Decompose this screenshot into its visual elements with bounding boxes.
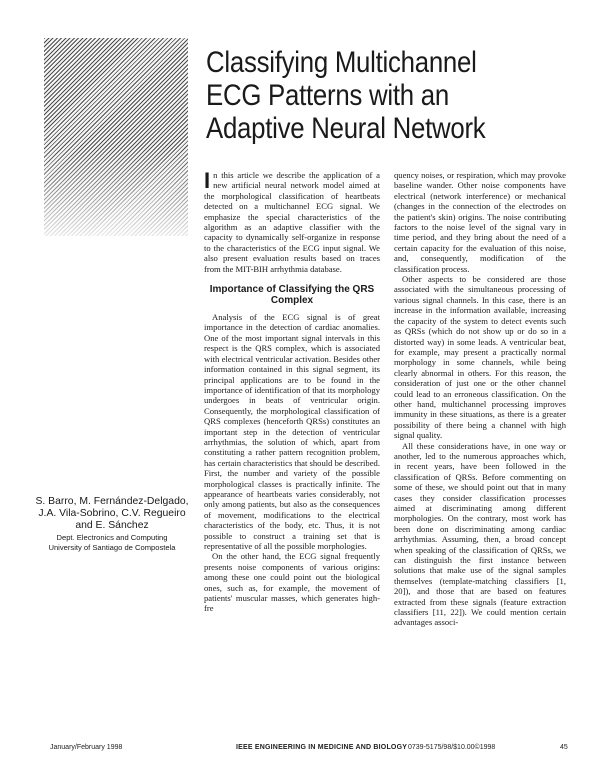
- drop-cap: I: [204, 168, 211, 193]
- col2-paragraph-3: All these considerations have, in one way or another, led to the numerous approaches which, in recent years, have been followed in the classification of QRSs. Before commenting on some of these, we should point out that in many cases they consider classification processes aimed at discriminating among different morphologies. On the contrary, most work has been done on discriminating among cardiac arrhythmias. Assuming, then, a broad concept when speaking of the classification of QRSs, we can distinguish the first instance between solutions that make use of the signal samples themselves (template-matching classifiers [1, 20]), and those that are based on features extracted from these signals (feature extraction classifiers [11, 22]). We could mention certain advantages associ-: [394, 440, 566, 628]
- column-2: [394, 170, 566, 628]
- col2-paragraph-1: quency noises, or respiration, which may provoke baseline wander. Other noise components have electrical (network interference) or mechanical (changes in the connection of the electrodes on the patient's skin) origins. The noise contributing factors to the noise level of the signal vary in time period, and they bring about the need of a certain capacity for the evaluation of this noise, and, consequently, modification of the classification process.: [394, 170, 566, 274]
- intro-text: n this article we describe the application of a new artificial neural network model aimed at the morphological classification of heartbeats detected on a multichannel ECG signal. We emphasize the special characteristics of the algorithm as an adaptive classifier with the capacity to dynamically self-organize in response to the characteristics of the ECG input signal. We also present evaluation results based on traces from the MIT-BIH arrhythmia database.: [204, 170, 380, 274]
- footer-code: 0739-5175/98/$10.00©1998: [408, 744, 496, 751]
- article-title: Classifying Multichannel ECG Patterns with an Adaptive Neural Network: [206, 46, 486, 145]
- affiliation-university: University of Santiago de Compostela: [48, 543, 176, 552]
- intro-paragraph: [204, 170, 380, 274]
- column-1: [204, 170, 380, 614]
- col1-paragraph-2: On the other hand, the ECG signal frequently presents noise components of various origins: among these one could point out the biological ones, such as, for example, the movement of patients' muscular masses, which generates high-fre: [204, 551, 380, 614]
- footer-date: January/February 1998: [50, 744, 123, 751]
- page-number: 45: [560, 744, 568, 751]
- decorative-hatched-graphic: [44, 38, 188, 236]
- affiliation-department: Dept. Electronics and Computing: [56, 533, 168, 542]
- author-block: [30, 496, 194, 552]
- footer-journal: IEEE ENGINEERING IN MEDICINE AND BIOLOGY: [236, 744, 408, 751]
- col1-paragraph-1: Analysis of the ECG signal is of great importance in the detection of cardiac anomalies. One of the most important signal intervals in this respect is the QRS complex, which is associated with electrical ventricular activation. Besides other information contained in this signal segment, its principal applications are to be found in the importance of identification of that its morphology undergoes in beats of ventricular origin. Consequently, the morphological classification of QRS complexes (henceforth QRSs) constitutes an important step in the detection of ventricular arrhythmias, the solution of which, apart from constituting a rather pattern recognition problem, has certain characteristics that should be described. First, the number and variety of the possible morphological classes is practically infinite. The appearance of heartbeats varies considerably, not only among patients, but also as the consequences of movement, modifications to the electrical characteristics of the body, etc. Thus, it is not possible to construct a training set that is representative of all the possible morphologies.: [204, 312, 380, 551]
- author-names: S. Barro, M. Fernández-Delgado, J.A. Vila-Sobrino, C.V. Regueiro and E. Sánchez: [35, 496, 189, 531]
- col2-paragraph-2: Other aspects to be considered are those associated with the simultaneous processing of various signal channels. In this case, there is an increase in the information available, increasing the capacity of the system to detect events such as QRSs (which do not show up or do so in a distorted way) in some leads. A ventricular beat, for example, may present a practically normal morphology in some channels, while being clearly abnormal in others. For this reason, the consideration of just one or the other channel could lead to an erroneous classification. On the other hand, multichannel processing improves immunity in these situations, as there is a greater possibility of there being a channel with high signal quality.: [394, 274, 566, 441]
- section-heading: Importance of Classifying the QRS Complex: [209, 284, 375, 307]
